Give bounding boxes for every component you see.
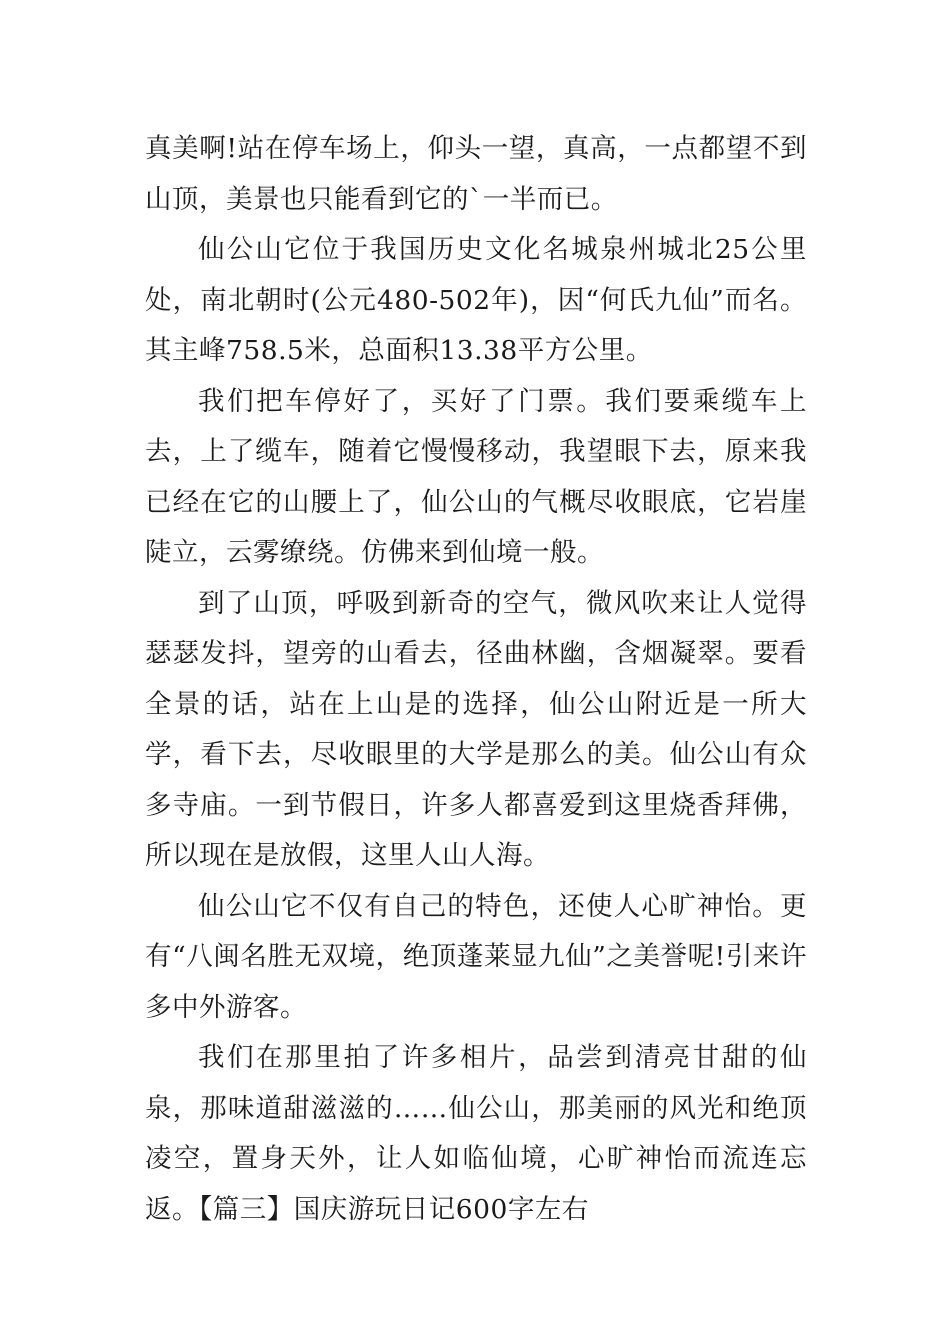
paragraph-5: 仙公山它不仅有自己的特色，还使人心旷神怡。更有“八闽名胜无双境，绝顶蓬莱显九仙”之美誉呢!引来许多中外游客。 [145,890,807,1023]
article-body [145,124,807,1235]
paragraph-6: 我们在那里拍了许多相片，品尝到清亮甘甜的仙泉，那味道甜滋滋的……仙公山，那美丽的风光和绝顶凌空，置身天外，让人如临仙境，心旷神怡而流连忘返。【篇三】国庆游玩日记600字左右 [145,1042,807,1225]
paragraph-1: 真美啊!站在停车场上，仰头一望，真高，一点都望不到山顶，美景也只能看到它的`一半而已。 [145,133,807,215]
paragraph-3: 我们把车停好了，买好了门票。我们要乘缆车上去，上了缆车，随着它慢慢移动，我望眼下去，原来我已经在它的山腰上了，仙公山的气概尽收眼底，它岩崖陡立，云雾缭绕。仿佛来到仙境一般。 [145,385,807,568]
paragraph-4: 到了山顶，呼吸到新奇的空气，微风吹来让人觉得瑟瑟发抖，望旁的山看去，径曲林幽，含烟凝翠。要看全景的话，站在上山是的选择，仙公山附近是一所大学，看下去，尽收眼里的大学是那么的美。仙公山有众多寺庙。一到节假日，许多人都喜爱到这里烧香拜佛，所以现在是放假，这里人山人海。 [145,587,807,871]
paragraph-2: 仙公山它位于我国历史文化名城泉州城北25公里处，南北朝时(公元480-502年)，因“何氏九仙”而名。其主峰758.5米，总面积13.38平方公里。 [145,234,807,366]
